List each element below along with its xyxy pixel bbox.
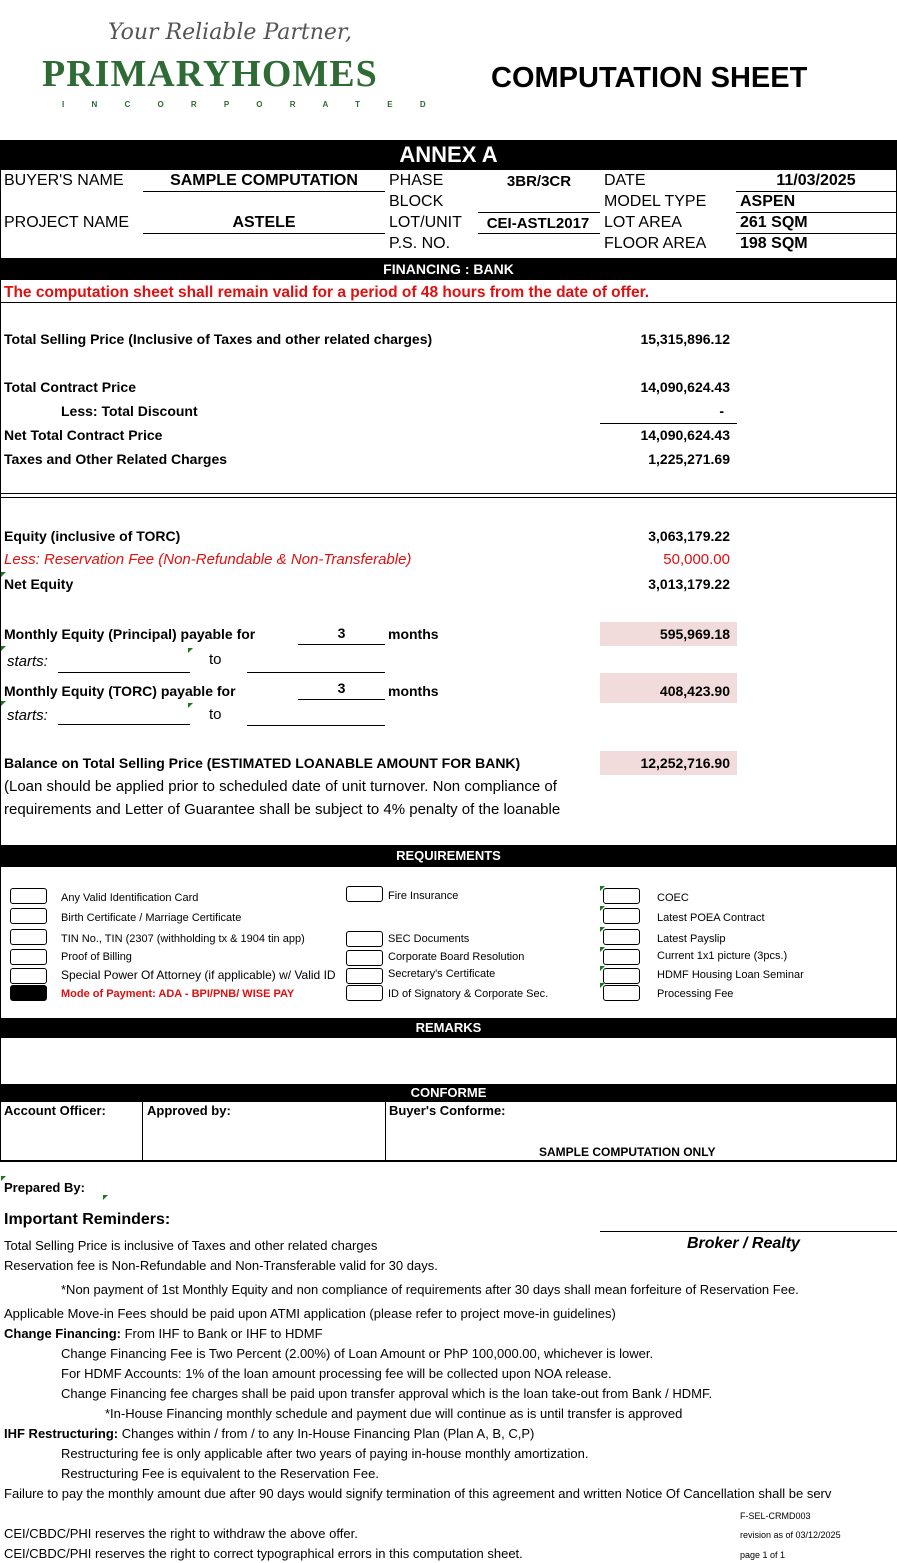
req-payslip: Latest Payslip xyxy=(657,933,726,945)
req-coec: COEC xyxy=(657,892,689,904)
req-birth-cert: Birth Certificate / Marriage Certificate xyxy=(61,912,242,924)
checkbox-valid-id[interactable] xyxy=(10,888,47,904)
principal-months: 3 xyxy=(337,625,346,641)
page-number: page 1 of 1 xyxy=(740,1550,786,1560)
req-mode-payment: Mode of Payment: ADA - BPI/PNB/ WISE PAY xyxy=(61,988,295,1000)
reminder-line-10 xyxy=(4,1426,534,1441)
checkbox-fire-insurance[interactable] xyxy=(346,886,383,902)
annex-bar: ANNEX A xyxy=(0,140,897,170)
lot-label: LOT/UNIT xyxy=(389,214,462,231)
principal-to-label: to xyxy=(209,651,222,668)
reminder-line-15: CEI/CBDC/PHI reserves the right to correct typographical errors in this computation sheet. xyxy=(4,1546,523,1561)
phase-label: PHASE xyxy=(389,172,444,189)
tsp-label: Total Selling Price (Inclusive of Taxes and other related charges) xyxy=(4,331,433,347)
taxes-value: 1,225,271.69 xyxy=(648,451,730,467)
principal-value: 595,969.18 xyxy=(659,626,730,642)
checkbox-picture[interactable] xyxy=(603,949,640,965)
checkbox-payslip[interactable] xyxy=(603,929,640,945)
torc-months-label: months xyxy=(388,683,439,699)
reminder-line-12: Restructuring Fee is equivalent to the Reservation Fee. xyxy=(61,1466,379,1481)
checkbox-poea[interactable] xyxy=(603,908,640,924)
requirements-bar: REQUIREMENTS xyxy=(0,845,897,867)
approved-by-label: Approved by: xyxy=(147,1103,231,1118)
conforme-bar: CONFORME xyxy=(0,1084,897,1102)
reminder-line-14: CEI/CBDC/PHI reserves the right to withdraw the above offer. xyxy=(4,1526,358,1541)
reminder-line-13: Failure to pay the monthly amount due after 90 days would signify termination of this agreement and written Notice Of Cancellation shall be serv xyxy=(4,1486,832,1501)
revision-date: revision as of 03/12/2025 xyxy=(740,1530,841,1540)
ps-label: P.S. NO. xyxy=(389,235,451,252)
principal-months-label: months xyxy=(388,626,439,642)
account-officer-label: Account Officer: xyxy=(4,1103,106,1118)
remarks-bar: REMARKS xyxy=(0,1018,897,1038)
reservation-label: Less: Reservation Fee (Non-Refundable & Non-Transferable) xyxy=(4,551,412,568)
reminder-line-7: For HDMF Accounts: 1% of the loan amount processing fee will be collected upon NOA release. xyxy=(61,1366,612,1381)
reminder-line-6: Change Financing Fee is Two Percent (2.00%) of Loan Amount or PhP 100,000.00, whichever is lower. xyxy=(61,1346,654,1361)
reminder-line-11: Restructuring fee is only applicable after two years of paying in-house monthly amortization. xyxy=(61,1446,589,1461)
reminder-line-2: Reservation fee is Non-Refundable and Non-Transferable valid for 30 days. xyxy=(4,1258,438,1273)
validity-notice: The computation sheet shall remain valid for a period of 48 hours from the date of offer. xyxy=(4,284,650,301)
checkbox-proof-billing[interactable] xyxy=(10,949,47,965)
broker-label: Broker / Realty xyxy=(687,1235,800,1252)
form-code: F-SEL-CRMD003 xyxy=(740,1511,811,1521)
tcp-label: Total Contract Price xyxy=(4,379,136,395)
reminder-line-8: Change Financing fee charges shall be paid upon transfer approval which is the loan take-out from Bank / HDMF. xyxy=(61,1386,713,1401)
date-label: DATE xyxy=(604,172,646,189)
checkbox-sec-docs[interactable] xyxy=(346,931,383,947)
net-equity-value: 3,013,179.22 xyxy=(648,576,730,592)
checkbox-tin[interactable] xyxy=(10,929,47,945)
checkbox-processing-fee[interactable] xyxy=(603,985,640,1001)
reminder-line-10-bold: IHF Restructuring: xyxy=(4,1426,119,1441)
remarks-field[interactable] xyxy=(1,1038,896,1084)
phase-value: 3BR/3CR xyxy=(506,173,572,190)
page-title: COMPUTATION SHEET xyxy=(491,62,808,94)
reminder-line-3: *Non payment of 1st Monthly Equity and non compliance of requirements after 30 days shall mean forfeiture of Reservation Fee. xyxy=(61,1282,799,1297)
floor-area-label: FLOOR AREA xyxy=(604,235,707,252)
tsp-value: 15,315,896.12 xyxy=(640,331,730,347)
logo-tagline: Your Reliable Partner, xyxy=(108,20,353,45)
req-sec-docs: SEC Documents xyxy=(388,933,470,945)
torc-to-label: to xyxy=(209,706,222,723)
project-value: ASTELE xyxy=(232,214,296,231)
lot-area-label: LOT AREA xyxy=(604,214,682,231)
equity-label: Equity (inclusive of TORC) xyxy=(4,528,181,544)
req-tin: TIN No., TIN (2307 (withholding tx & 1904 tin app) xyxy=(61,933,305,945)
lot-value: CEI-ASTL2017 xyxy=(486,215,590,232)
reminder-line-5 xyxy=(4,1326,323,1341)
balance-value: 12,252,716.90 xyxy=(640,755,730,771)
req-valid-id: Any Valid Identification Card xyxy=(61,892,199,904)
torc-label: Monthly Equity (TORC) payable for xyxy=(4,683,236,699)
req-picture: Current 1x1 picture (3pcs.) xyxy=(657,950,788,962)
checkbox-id-signatory[interactable] xyxy=(346,985,383,1001)
tcp-value: 14,090,624.43 xyxy=(640,379,730,395)
reminder-line-1: Total Selling Price is inclusive of Taxes and other related charges xyxy=(4,1238,378,1253)
checkbox-mode-payment[interactable] xyxy=(10,985,47,1001)
checkbox-coec[interactable] xyxy=(603,888,640,904)
checkbox-board-resolution[interactable] xyxy=(346,950,383,966)
torc-value: 408,423.90 xyxy=(659,683,730,699)
torc-months: 3 xyxy=(337,680,346,696)
buyer-value: SAMPLE COMPUTATION xyxy=(170,172,358,189)
discount-value: - xyxy=(719,403,724,419)
block-label: BLOCK xyxy=(389,193,444,210)
reminder-line-5-bold: Change Financing: xyxy=(4,1326,121,1341)
reminder-line-10-text: Changes within / from / to any In-House Financing Plan (Plan A, B, C,P) xyxy=(118,1426,535,1441)
req-spa: Special Power Of Attorney (if applicable) w/ Valid ID xyxy=(61,968,336,982)
checkbox-secretary-cert[interactable] xyxy=(346,968,383,984)
taxes-label: Taxes and Other Related Charges xyxy=(4,451,228,467)
financing-bar: FINANCING : BANK xyxy=(0,258,897,280)
model-value: ASPEN xyxy=(740,193,796,210)
reminders-title: Important Reminders: xyxy=(4,1211,171,1228)
req-id-signatory: ID of Signatory & Corporate Sec. xyxy=(388,988,549,1000)
net-equity-label: Net Equity xyxy=(4,576,74,592)
loan-note-2: requirements and Letter of Guarantee shall be subject to 4% penalty of the loanable xyxy=(4,801,561,818)
ntcp-value: 14,090,624.43 xyxy=(640,427,730,443)
logo-name: PRIMARYHOMES xyxy=(42,53,378,95)
req-poea: Latest POEA Contract xyxy=(657,912,765,924)
discount-label: Less: Total Discount xyxy=(61,403,198,419)
reminder-line-9: *In-House Financing monthly schedule and payment due will continue as is until transfer is approved xyxy=(105,1406,683,1421)
equity-value: 3,063,179.22 xyxy=(648,528,730,544)
req-processing-fee: Processing Fee xyxy=(657,988,734,1000)
checkbox-birth-cert[interactable] xyxy=(10,908,47,924)
principal-starts-label: starts: xyxy=(7,653,48,670)
reminder-line-4: Applicable Move-in Fees should be paid upon ATMI application (please refer to project move-in guidelines) xyxy=(4,1306,616,1321)
date-value: 11/03/2025 xyxy=(776,172,856,189)
balance-label: Balance on Total Selling Price (ESTIMATED LOANABLE AMOUNT FOR BANK) xyxy=(4,755,521,771)
project-label: PROJECT NAME xyxy=(4,214,130,231)
req-secretary-cert: Secretary's Certificate xyxy=(388,968,496,980)
checkbox-spa[interactable] xyxy=(10,968,47,984)
sample-note: SAMPLE COMPUTATION ONLY xyxy=(539,1145,716,1159)
req-proof-billing: Proof of Billing xyxy=(61,951,132,963)
logo-sub: I N C O R P O R A T E D xyxy=(62,100,439,109)
buyer-label: BUYER'S NAME xyxy=(4,172,124,189)
reminder-line-5-text: From IHF to Bank or IHF to HDMF xyxy=(121,1326,323,1341)
req-board-resolution: Corporate Board Resolution xyxy=(388,951,525,963)
req-hdmf-seminar: HDMF Housing Loan Seminar xyxy=(657,969,804,981)
lot-area-value: 261 SQM xyxy=(740,214,808,231)
prepared-by-label: Prepared By: xyxy=(4,1180,85,1195)
floor-area-value: 198 SQM xyxy=(740,235,808,252)
req-fire-insurance: Fire Insurance xyxy=(388,890,459,902)
principal-label: Monthly Equity (Principal) payable for xyxy=(4,626,256,642)
torc-starts-label: starts: xyxy=(7,707,48,724)
loan-note-1: (Loan should be applied prior to scheduled date of unit turnover. Non compliance of xyxy=(4,778,557,795)
model-label: MODEL TYPE xyxy=(604,193,707,210)
reservation-value: 50,000.00 xyxy=(663,551,730,568)
checkbox-hdmf-seminar[interactable] xyxy=(603,968,640,984)
ntcp-label: Net Total Contract Price xyxy=(4,427,163,443)
buyer-conforme-label: Buyer's Conforme: xyxy=(389,1103,506,1118)
